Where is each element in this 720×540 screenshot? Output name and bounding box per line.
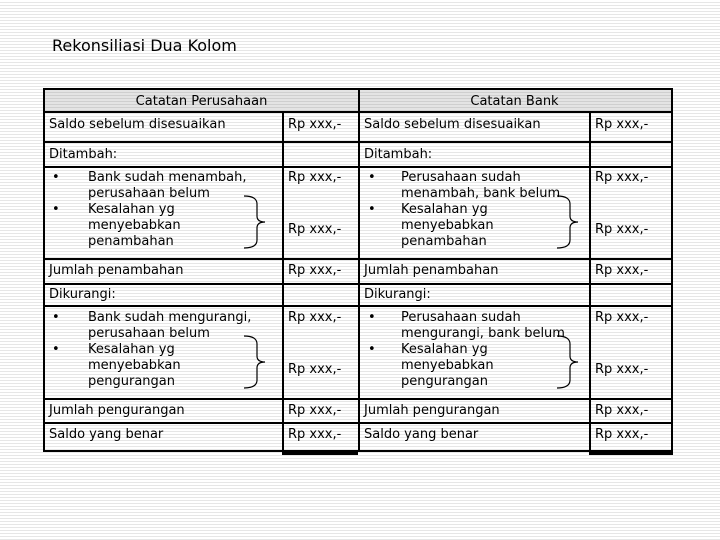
bullet-icon: •: [368, 170, 376, 185]
column-divider: [589, 111, 591, 452]
amount: Rp xxx,-: [288, 362, 342, 377]
list-item-line: menyebabkan: [88, 218, 181, 233]
jumlah-pengurangan-label: Jumlah pengurangan: [49, 403, 185, 418]
list-item-line: mengurangi, bank belum: [401, 326, 565, 341]
list-item-line: menambah, bank belum: [401, 186, 561, 201]
saldo-awal-amount: Rp xxx,-: [288, 117, 342, 132]
list-item-line: perusahaan belum: [88, 326, 210, 341]
saldo-awal-label: Saldo sebelum disesuaikan: [364, 117, 541, 132]
saldo-awal-amount: Rp xxx,-: [595, 117, 649, 132]
list-item-line: Bank sudah menambah,: [88, 170, 247, 185]
header-company: Catatan Perusahaan: [45, 90, 358, 113]
amount: Rp xxx,-: [288, 222, 342, 237]
row-divider: [43, 283, 673, 285]
saldo-awal-label: Saldo sebelum disesuaikan: [49, 117, 226, 132]
amount: Rp xxx,-: [288, 170, 342, 185]
saldo-benar-amount: Rp xxx,-: [595, 427, 649, 442]
list-item-line: perusahaan belum: [88, 186, 210, 201]
saldo-benar-label: Saldo yang benar: [49, 427, 164, 442]
amount: Rp xxx,-: [595, 310, 649, 325]
row-divider: [43, 398, 673, 400]
header-bank: Catatan Bank: [358, 90, 671, 113]
jumlah-penambahan-amount: Rp xxx,-: [595, 263, 649, 278]
dikurangi-label: Dikurangi:: [49, 287, 116, 302]
brace-icon: [556, 194, 576, 248]
list-item-line: penambahan: [88, 234, 174, 249]
list-item-line: pengurangan: [401, 374, 488, 389]
dikurangi-label: Dikurangi:: [364, 287, 431, 302]
bullet-icon: •: [52, 170, 60, 185]
list-item-line: Kesalahan yg: [401, 342, 488, 357]
brace-icon: [243, 194, 263, 248]
bullet-icon: •: [52, 342, 60, 357]
double-underline: [282, 450, 358, 455]
list-item-line: menyebabkan: [88, 358, 181, 373]
jumlah-penambahan-amount: Rp xxx,-: [288, 263, 342, 278]
bullet-icon: •: [368, 202, 376, 217]
list-item-line: pengurangan: [88, 374, 175, 389]
saldo-benar-label: Saldo yang benar: [364, 427, 479, 442]
list-item-line: Perusahaan sudah: [401, 170, 521, 185]
jumlah-penambahan-label: Jumlah penambahan: [364, 263, 499, 278]
saldo-benar-amount: Rp xxx,-: [288, 427, 342, 442]
list-item-line: Kesalahan yg: [88, 202, 175, 217]
list-item-line: menyebabkan: [401, 218, 494, 233]
list-item-line: Kesalahan yg: [88, 342, 175, 357]
jumlah-pengurangan-amount: Rp xxx,-: [595, 403, 649, 418]
jumlah-penambahan-label: Jumlah penambahan: [49, 263, 184, 278]
bullet-icon: •: [52, 202, 60, 217]
list-item-line: menyebabkan: [401, 358, 494, 373]
row-divider: [43, 166, 673, 168]
bullet-icon: •: [52, 310, 60, 325]
ditambah-label: Ditambah:: [49, 147, 118, 162]
list-item-line: Bank sudah mengurangi,: [88, 310, 252, 325]
bullet-icon: •: [368, 342, 376, 357]
row-divider: [43, 141, 673, 143]
ditambah-label: Ditambah:: [364, 147, 433, 162]
double-underline: [589, 450, 673, 455]
amount: Rp xxx,-: [595, 222, 649, 237]
amount: Rp xxx,-: [595, 170, 649, 185]
slide-title: Rekonsiliasi Dua Kolom: [52, 36, 237, 55]
row-divider: [43, 258, 673, 260]
column-divider: [282, 111, 284, 452]
brace-icon: [556, 334, 576, 388]
jumlah-pengurangan-label: Jumlah pengurangan: [364, 403, 500, 418]
row-divider: [43, 422, 673, 424]
list-item-line: Perusahaan sudah: [401, 310, 521, 325]
bullet-icon: •: [368, 310, 376, 325]
brace-icon: [243, 334, 263, 388]
amount: Rp xxx,-: [595, 362, 649, 377]
list-item-line: penambahan: [401, 234, 487, 249]
jumlah-pengurangan-amount: Rp xxx,-: [288, 403, 342, 418]
row-divider: [43, 305, 673, 307]
list-item-line: Kesalahan yg: [401, 202, 488, 217]
amount: Rp xxx,-: [288, 310, 342, 325]
